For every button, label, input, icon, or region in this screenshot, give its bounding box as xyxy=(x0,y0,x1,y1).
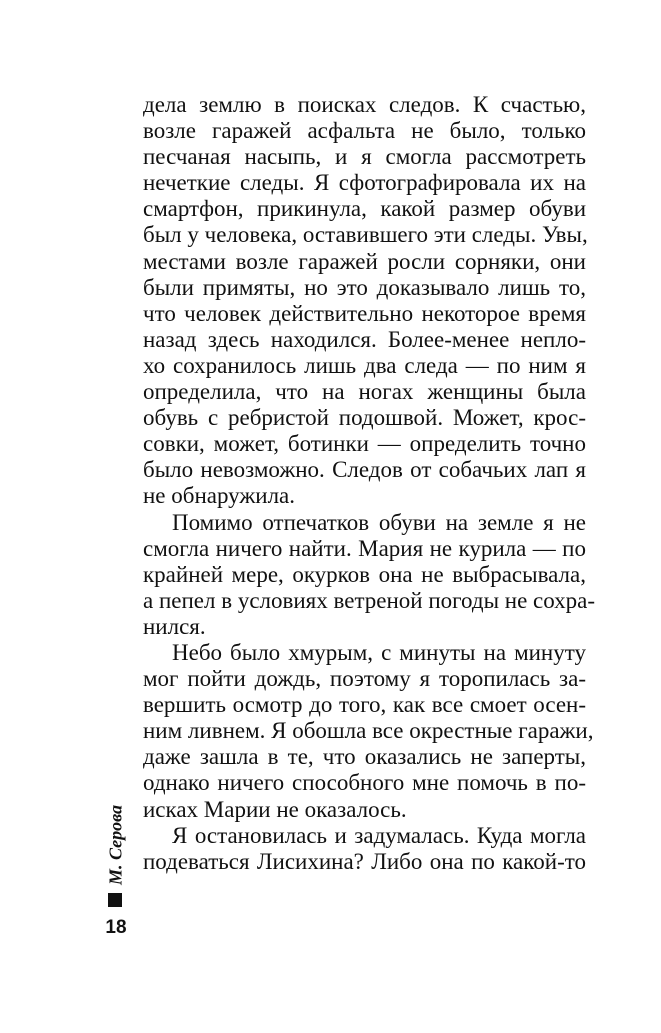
text-line: мог пойти дождь, поэтому я торопилась за- xyxy=(143,666,586,692)
text-line: назад здесь находился. Более-менее непло- xyxy=(143,326,586,352)
text-line: смогла ничего найти. Мария не курила — по xyxy=(143,535,586,561)
text-line: совки, может, ботинки — определить точно xyxy=(143,431,586,457)
text-line: Небо было хмурым, с минуты на минуту xyxy=(172,639,586,665)
page-marker-square xyxy=(108,893,122,907)
text-line: смартфон, прикинула, какой размер обуви xyxy=(143,196,586,222)
text-line: хо сохранилось лишь два следа — по ним я xyxy=(143,352,586,378)
text-line: ним ливнем. Я обошла все окрестные гаражи, xyxy=(143,718,594,744)
text-line: однако ничего способного мне помочь в по- xyxy=(143,770,586,796)
text-line: нился. xyxy=(143,613,206,639)
text-line: крайней мере, окурков она не выбрасывала, xyxy=(143,561,586,587)
text-line: песчаная насыпь, и я смогла рассмотреть xyxy=(143,144,586,170)
text-line: что человек действительно некоторое время xyxy=(143,300,586,326)
paragraph xyxy=(143,509,596,640)
text-line: были примяты, но это доказывало лишь то, xyxy=(143,274,586,300)
text-line: а пепел в условиях ветреной погоды не сохра- xyxy=(143,587,596,613)
running-head-author: М. Серова xyxy=(105,804,126,886)
text-line: вершить осмотр до того, как все смоет осен- xyxy=(143,692,586,718)
paragraph xyxy=(143,92,586,510)
body-text xyxy=(143,92,596,875)
text-line: подеваться Лисихина? Либо она по какой-то xyxy=(143,848,586,874)
paragraph xyxy=(143,639,594,823)
text-line: даже зашла в те, что оказались не заперты, xyxy=(143,744,586,770)
text-line: был у человека, оставившего эти следы. Увы, xyxy=(143,222,588,248)
text-line: не обнаружила. xyxy=(143,483,296,509)
running-head xyxy=(104,800,128,890)
text-line: определила, что на ногах женщины была xyxy=(143,379,586,405)
text-line: обувь с ребристой подошвой. Может, крос- xyxy=(143,405,586,431)
text-line: Я остановилась и задумалась. Куда могла xyxy=(172,822,586,848)
text-line: было невозможно. Следов от собачьих лап я xyxy=(143,457,586,483)
text-line: дела землю в поисках следов. К счастью, xyxy=(143,92,586,117)
text-line: местами возле гаражей росли сорняки, они xyxy=(143,248,586,274)
text-line: исках Марии не оказалось. xyxy=(143,796,407,822)
paragraph xyxy=(143,823,586,875)
text-line: возле гаражей асфальта не было, только xyxy=(143,118,586,144)
text-line: нечеткие следы. Я сфотографировала их на xyxy=(143,170,586,196)
page-number: 18 xyxy=(105,917,127,938)
text-line: Помимо отпечатков обуви на земле я не xyxy=(172,509,586,535)
